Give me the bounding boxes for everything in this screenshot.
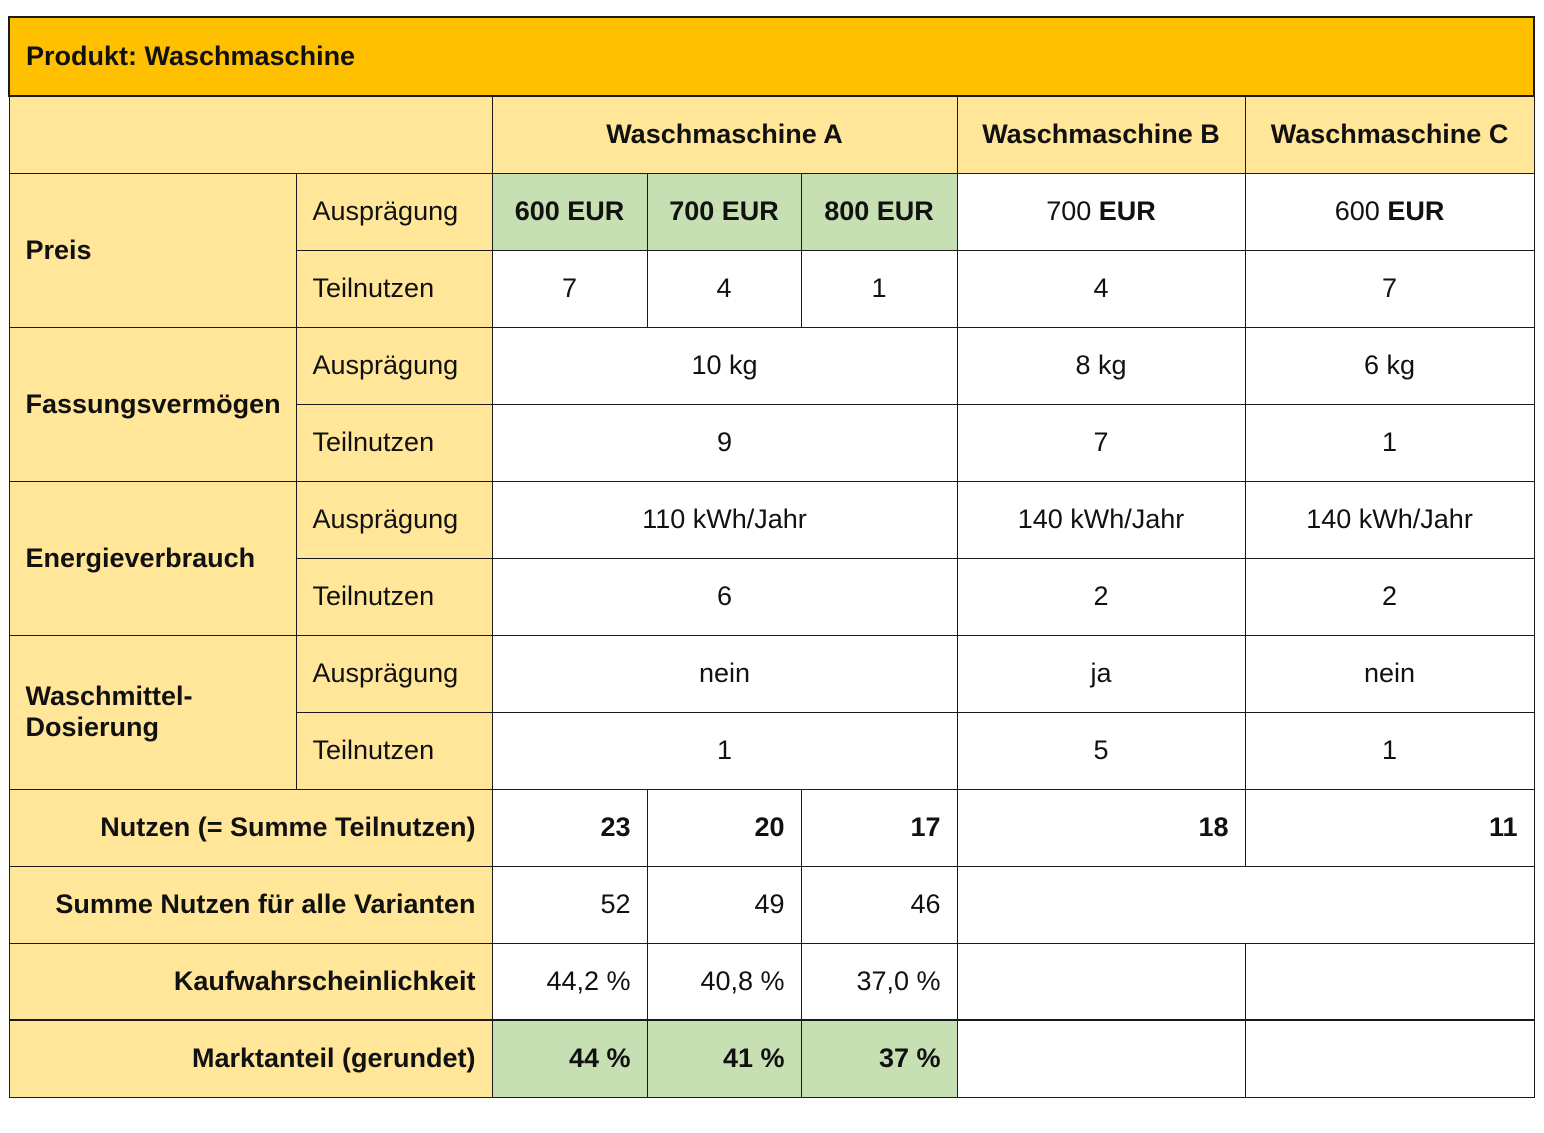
nutzen-a-3: 17 bbox=[801, 789, 957, 866]
dosierung-b: ja bbox=[957, 635, 1245, 712]
preis-a-2: 700 EUR bbox=[647, 173, 801, 250]
title-row bbox=[9, 17, 1534, 96]
auspraegung-label: Ausprägung bbox=[296, 635, 492, 712]
auspraegung-label: Ausprägung bbox=[296, 173, 492, 250]
header-row bbox=[9, 96, 1534, 173]
preis-tn-a-3: 1 bbox=[801, 250, 957, 327]
nutzen-row bbox=[9, 789, 1534, 866]
summe-a-3: 46 bbox=[801, 866, 957, 943]
fassung-b: 8 kg bbox=[957, 327, 1245, 404]
summe-label: Summe Nutzen für alle Varianten bbox=[9, 866, 492, 943]
fassung-label: Fassungsvermögen bbox=[9, 327, 296, 481]
markt-a-1: 44 % bbox=[492, 1020, 647, 1097]
kaufw-a-1: 44,2 % bbox=[492, 943, 647, 1020]
dosierung-tn-b: 5 bbox=[957, 712, 1245, 789]
energie-tn-c: 2 bbox=[1245, 558, 1534, 635]
markt-row bbox=[9, 1020, 1534, 1097]
preis-b: 700 EUR bbox=[957, 173, 1245, 250]
dosierung-a: nein bbox=[492, 635, 957, 712]
teilnutzen-label: Teilnutzen bbox=[296, 558, 492, 635]
dosierung-auspraegung-row bbox=[9, 635, 1534, 712]
conjoint-table bbox=[8, 16, 1535, 1098]
preis-tn-a-2: 4 bbox=[647, 250, 801, 327]
summe-empty-cell bbox=[957, 866, 1534, 943]
nutzen-c: 11 bbox=[1245, 789, 1534, 866]
header-waschmaschine-c: Waschmaschine C bbox=[1245, 96, 1534, 173]
energie-tn-b: 2 bbox=[957, 558, 1245, 635]
fassung-a: 10 kg bbox=[492, 327, 957, 404]
fassung-tn-b: 7 bbox=[957, 404, 1245, 481]
kaufw-c-empty bbox=[1245, 943, 1534, 1020]
nutzen-a-2: 20 bbox=[647, 789, 801, 866]
preis-c: 600 EUR bbox=[1245, 173, 1534, 250]
markt-a-3: 37 % bbox=[801, 1020, 957, 1097]
table-title: Produkt: Waschmaschine bbox=[9, 17, 1534, 96]
energie-tn-a: 6 bbox=[492, 558, 957, 635]
energie-c: 140 kWh/Jahr bbox=[1245, 481, 1534, 558]
dosierung-c: nein bbox=[1245, 635, 1534, 712]
nutzen-a-1: 23 bbox=[492, 789, 647, 866]
preis-tn-b: 4 bbox=[957, 250, 1245, 327]
fassung-auspraegung-row bbox=[9, 327, 1534, 404]
markt-b-empty bbox=[957, 1020, 1245, 1097]
energie-auspraegung-row bbox=[9, 481, 1534, 558]
kaufw-b-empty bbox=[957, 943, 1245, 1020]
preis-a-1: 600 EUR bbox=[492, 173, 647, 250]
kaufw-a-2: 40,8 % bbox=[647, 943, 801, 1020]
fassung-c: 6 kg bbox=[1245, 327, 1534, 404]
summe-a-2: 49 bbox=[647, 866, 801, 943]
markt-label: Marktanteil (gerundet) bbox=[9, 1020, 492, 1097]
preis-a-3: 800 EUR bbox=[801, 173, 957, 250]
teilnutzen-label: Teilnutzen bbox=[296, 404, 492, 481]
kaufw-label: Kaufwahrscheinlichkeit bbox=[9, 943, 492, 1020]
teilnutzen-label: Teilnutzen bbox=[296, 712, 492, 789]
energie-label: Energieverbrauch bbox=[9, 481, 296, 635]
nutzen-label: Nutzen (= Summe Teilnutzen) bbox=[9, 789, 492, 866]
header-waschmaschine-a: Waschmaschine A bbox=[492, 96, 957, 173]
preis-tn-a-1: 7 bbox=[492, 250, 647, 327]
summe-a-1: 52 bbox=[492, 866, 647, 943]
fassung-tn-c: 1 bbox=[1245, 404, 1534, 481]
energie-a: 110 kWh/Jahr bbox=[492, 481, 957, 558]
markt-a-2: 41 % bbox=[647, 1020, 801, 1097]
kaufw-row bbox=[9, 943, 1534, 1020]
fassung-tn-a: 9 bbox=[492, 404, 957, 481]
auspraegung-label: Ausprägung bbox=[296, 327, 492, 404]
teilnutzen-label: Teilnutzen bbox=[296, 250, 492, 327]
preis-label: Preis bbox=[9, 173, 296, 327]
preis-auspraegung-row bbox=[9, 173, 1534, 250]
header-waschmaschine-b: Waschmaschine B bbox=[957, 96, 1245, 173]
nutzen-b: 18 bbox=[957, 789, 1245, 866]
kaufw-a-3: 37,0 % bbox=[801, 943, 957, 1020]
dosierung-tn-a: 1 bbox=[492, 712, 957, 789]
header-empty-cell bbox=[9, 96, 492, 173]
preis-tn-c: 7 bbox=[1245, 250, 1534, 327]
summe-row bbox=[9, 866, 1534, 943]
dosierung-tn-c: 1 bbox=[1245, 712, 1534, 789]
auspraegung-label: Ausprägung bbox=[296, 481, 492, 558]
energie-b: 140 kWh/Jahr bbox=[957, 481, 1245, 558]
markt-c-empty bbox=[1245, 1020, 1534, 1097]
dosierung-label: Waschmittel- Dosierung bbox=[9, 635, 296, 789]
